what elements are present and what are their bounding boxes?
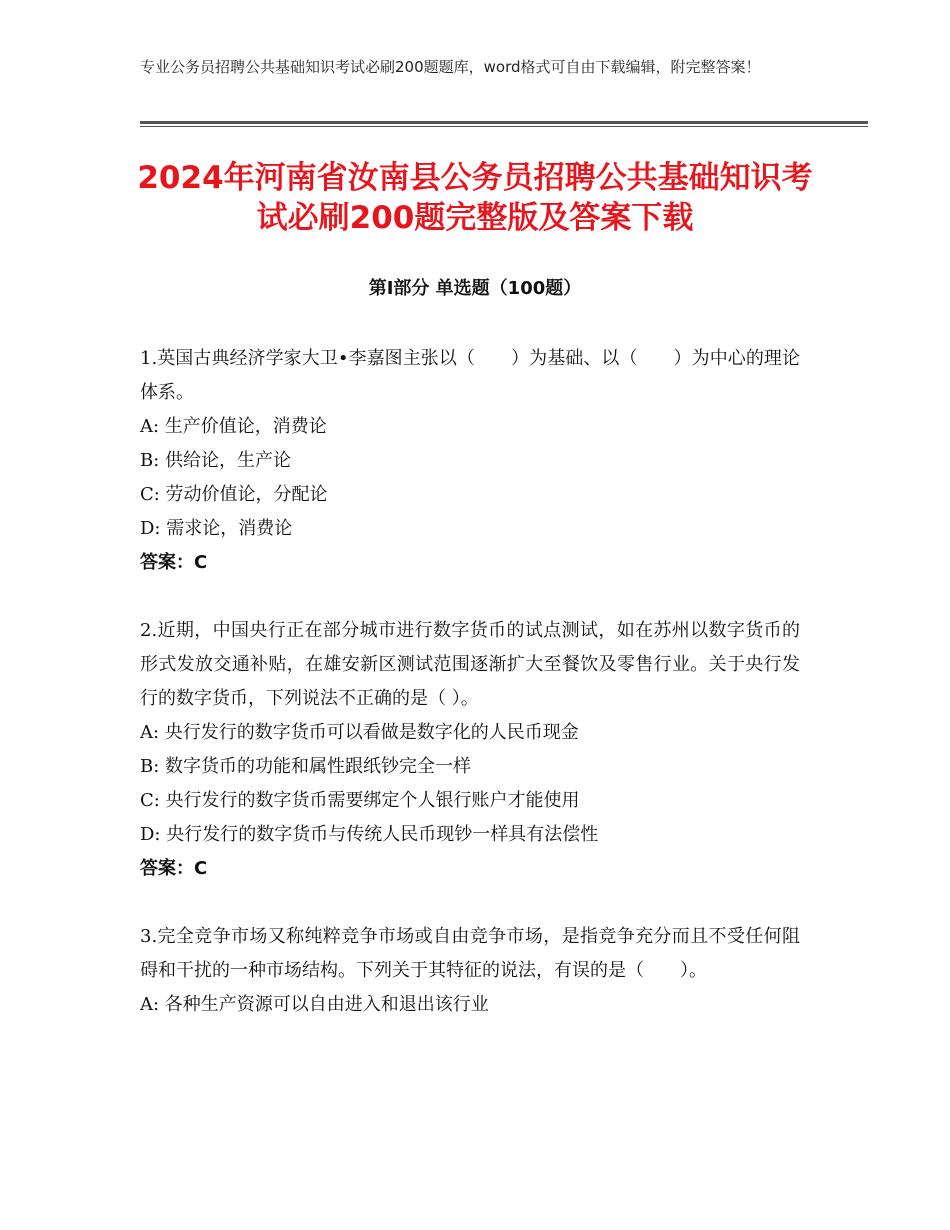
option-a: A: 央行发行的数字货币可以看做是数字化的人民币现金: [140, 722, 579, 743]
question-stem: 3.完全竞争市场又称纯粹竞争市场或自由竞争市场，是指竞争充分而且不受任何阻碍和干扰的一种市场结构。下列关于其特征的说法，有误的是（ ）。: [140, 926, 800, 981]
question-stem: 1.英国古典经济学家大卫•李嘉图主张以（ ）为基础、以（ ）为中心的理论体系。: [140, 348, 800, 403]
answer-label: 答案：C: [140, 552, 208, 573]
header-divider-thin: [140, 126, 868, 127]
question-stem: 2.近期，中国央行正在部分城市进行数字货币的试点测试，如在苏州以数字货币的形式发放交通补贴，在雄安新区测试范围逐渐扩大至餐饮及零售行业。关于央行发行的数字货币，下列说法不正确的是（ ）。: [140, 620, 800, 709]
option-b: B: 数字货币的功能和属性跟纸钞完全一样: [140, 756, 472, 777]
option-c: C: 央行发行的数字货币需要绑定个人银行账户才能使用: [140, 790, 580, 811]
document-title: 2024年河南省汝南县公务员招聘公共基础知识考试必刷200题完整版及答案下载: [137, 160, 813, 236]
option-b: B: 供给论，生产论: [140, 450, 292, 471]
header-note: 专业公务员招聘公共基础知识考试必刷200题题库，word格式可自由下载编辑，附完整答案！: [140, 58, 761, 76]
question-3: [140, 920, 800, 1022]
answer-label: 答案：C: [140, 858, 208, 879]
option-d: D: 需求论，消费论: [140, 518, 293, 539]
question-2: [140, 614, 800, 886]
question-1: [140, 342, 800, 580]
option-c: C: 劳动价值论，分配论: [140, 484, 328, 505]
question-list: [140, 342, 800, 1056]
header-divider-thick: [140, 121, 868, 124]
section-heading: 第Ⅰ部分 单选题（100题）: [368, 278, 582, 299]
option-d: D: 央行发行的数字货币与传统人民币现钞一样具有法偿性: [140, 824, 599, 845]
option-a: A: 各种生产资源可以自由进入和退出该行业: [140, 994, 489, 1015]
option-a: A: 生产价值论，消费论: [140, 416, 327, 437]
